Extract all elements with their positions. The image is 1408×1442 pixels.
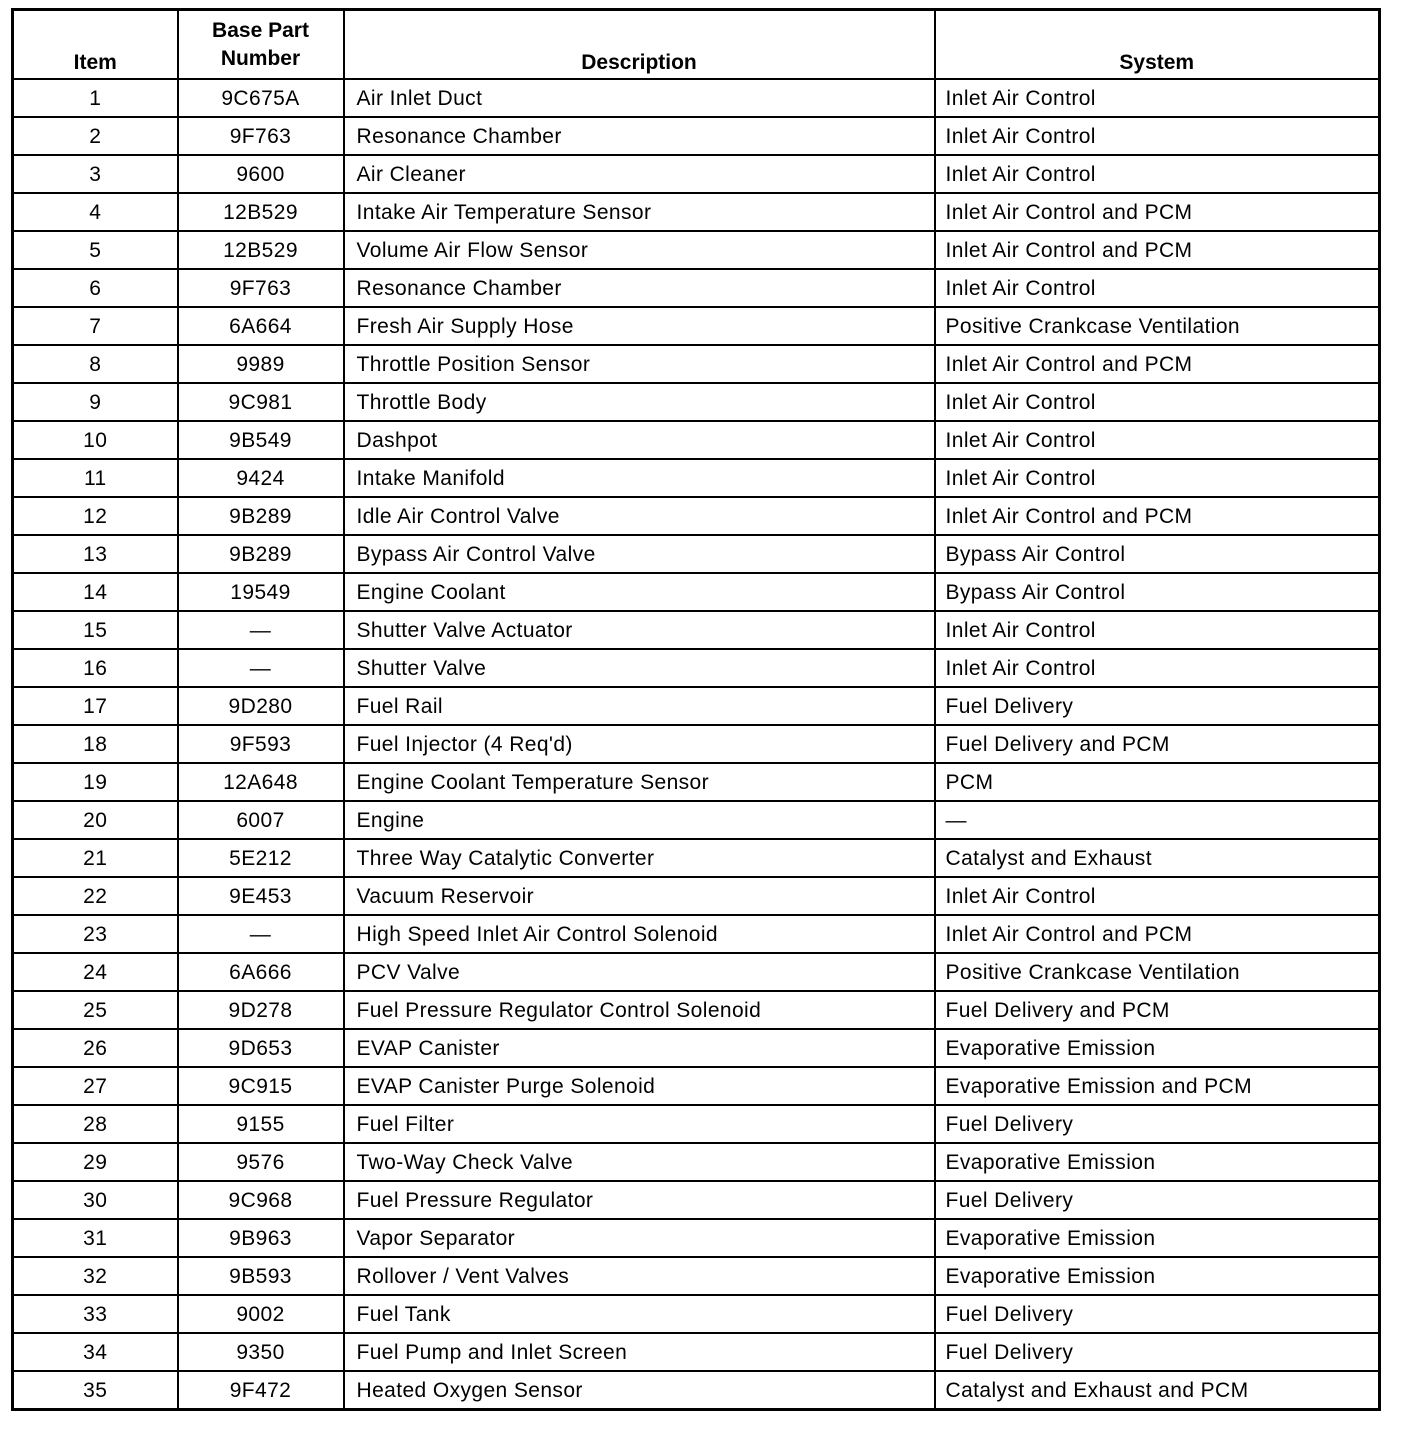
header-base-part-line1: Base Part bbox=[212, 19, 309, 42]
table-row bbox=[13, 307, 1380, 345]
description-cell: Air Cleaner bbox=[344, 155, 935, 193]
header-row bbox=[13, 10, 1380, 80]
item-cell: 3 bbox=[13, 155, 178, 193]
table-row bbox=[13, 915, 1380, 953]
table-row bbox=[13, 1371, 1380, 1410]
description-cell: Three Way Catalytic Converter bbox=[344, 839, 935, 877]
base-part-number-cell: — bbox=[178, 915, 344, 953]
description-cell: Engine Coolant Temperature Sensor bbox=[344, 763, 935, 801]
base-part-number-cell: 6A664 bbox=[178, 307, 344, 345]
table-row bbox=[13, 345, 1380, 383]
system-cell: Positive Crankcase Ventilation bbox=[935, 307, 1380, 345]
item-cell: 11 bbox=[13, 459, 178, 497]
table-row bbox=[13, 1029, 1380, 1067]
table-row bbox=[13, 1295, 1380, 1333]
system-cell: Inlet Air Control bbox=[935, 459, 1380, 497]
system-cell: Evaporative Emission bbox=[935, 1029, 1380, 1067]
item-cell: 21 bbox=[13, 839, 178, 877]
description-cell: Resonance Chamber bbox=[344, 269, 935, 307]
table-row bbox=[13, 839, 1380, 877]
system-cell: Positive Crankcase Ventilation bbox=[935, 953, 1380, 991]
item-cell: 9 bbox=[13, 383, 178, 421]
item-cell: 16 bbox=[13, 649, 178, 687]
item-cell: 10 bbox=[13, 421, 178, 459]
item-cell: 6 bbox=[13, 269, 178, 307]
base-part-number-cell: 9D653 bbox=[178, 1029, 344, 1067]
system-cell: Inlet Air Control bbox=[935, 877, 1380, 915]
system-cell: Inlet Air Control bbox=[935, 649, 1380, 687]
item-cell: 18 bbox=[13, 725, 178, 763]
table-row bbox=[13, 497, 1380, 535]
item-cell: 33 bbox=[13, 1295, 178, 1333]
system-cell: Bypass Air Control bbox=[935, 535, 1380, 573]
description-cell: Rollover / Vent Valves bbox=[344, 1257, 935, 1295]
description-cell: EVAP Canister bbox=[344, 1029, 935, 1067]
description-cell: Fuel Tank bbox=[344, 1295, 935, 1333]
system-cell: Inlet Air Control bbox=[935, 611, 1380, 649]
base-part-number-cell: 9989 bbox=[178, 345, 344, 383]
base-part-number-cell: 9F763 bbox=[178, 117, 344, 155]
description-cell: Fuel Injector (4 Req'd) bbox=[344, 725, 935, 763]
base-part-number-cell: 9F472 bbox=[178, 1371, 344, 1410]
base-part-number-cell: 9B549 bbox=[178, 421, 344, 459]
system-cell: Bypass Air Control bbox=[935, 573, 1380, 611]
base-part-number-cell: 9B289 bbox=[178, 535, 344, 573]
table-row bbox=[13, 763, 1380, 801]
description-cell: Engine Coolant bbox=[344, 573, 935, 611]
item-cell: 31 bbox=[13, 1219, 178, 1257]
base-part-number-cell: 9E453 bbox=[178, 877, 344, 915]
item-cell: 23 bbox=[13, 915, 178, 953]
description-cell: Throttle Body bbox=[344, 383, 935, 421]
item-cell: 19 bbox=[13, 763, 178, 801]
base-part-number-cell: 5E212 bbox=[178, 839, 344, 877]
item-cell: 30 bbox=[13, 1181, 178, 1219]
table-row bbox=[13, 1181, 1380, 1219]
description-cell: Two-Way Check Valve bbox=[344, 1143, 935, 1181]
table-row bbox=[13, 687, 1380, 725]
item-cell: 35 bbox=[13, 1371, 178, 1410]
base-part-number-cell: 12B529 bbox=[178, 193, 344, 231]
system-cell: Inlet Air Control bbox=[935, 269, 1380, 307]
table-row bbox=[13, 383, 1380, 421]
item-cell: 24 bbox=[13, 953, 178, 991]
system-cell: Fuel Delivery bbox=[935, 1181, 1380, 1219]
item-cell: 2 bbox=[13, 117, 178, 155]
base-part-number-cell: 12B529 bbox=[178, 231, 344, 269]
base-part-number-cell: 9B593 bbox=[178, 1257, 344, 1295]
system-cell: Fuel Delivery bbox=[935, 1105, 1380, 1143]
base-part-number-cell: 9D278 bbox=[178, 991, 344, 1029]
item-cell: 12 bbox=[13, 497, 178, 535]
base-part-number-cell: 9F593 bbox=[178, 725, 344, 763]
system-cell: Evaporative Emission bbox=[935, 1257, 1380, 1295]
item-cell: 8 bbox=[13, 345, 178, 383]
description-cell: Bypass Air Control Valve bbox=[344, 535, 935, 573]
table-row bbox=[13, 649, 1380, 687]
item-cell: 15 bbox=[13, 611, 178, 649]
item-cell: 17 bbox=[13, 687, 178, 725]
item-cell: 4 bbox=[13, 193, 178, 231]
table-row bbox=[13, 1143, 1380, 1181]
description-cell: Fuel Pump and Inlet Screen bbox=[344, 1333, 935, 1371]
table-row bbox=[13, 269, 1380, 307]
description-cell: EVAP Canister Purge Solenoid bbox=[344, 1067, 935, 1105]
header-description: Description bbox=[344, 10, 935, 80]
table-row bbox=[13, 459, 1380, 497]
table-row bbox=[13, 117, 1380, 155]
description-cell: Dashpot bbox=[344, 421, 935, 459]
base-part-number-cell: 9155 bbox=[178, 1105, 344, 1143]
table-row bbox=[13, 953, 1380, 991]
item-cell: 1 bbox=[13, 79, 178, 117]
description-cell: Resonance Chamber bbox=[344, 117, 935, 155]
description-cell: Volume Air Flow Sensor bbox=[344, 231, 935, 269]
parts-table bbox=[11, 8, 1381, 1411]
description-cell: Intake Air Temperature Sensor bbox=[344, 193, 935, 231]
description-cell: Vapor Separator bbox=[344, 1219, 935, 1257]
description-cell: PCV Valve bbox=[344, 953, 935, 991]
description-cell: Heated Oxygen Sensor bbox=[344, 1371, 935, 1410]
system-cell: Fuel Delivery bbox=[935, 687, 1380, 725]
base-part-number-cell: 9C675A bbox=[178, 79, 344, 117]
table-row bbox=[13, 79, 1380, 117]
base-part-number-cell: 9600 bbox=[178, 155, 344, 193]
table-row bbox=[13, 877, 1380, 915]
description-cell: Idle Air Control Valve bbox=[344, 497, 935, 535]
header-system: System bbox=[935, 10, 1380, 80]
base-part-number-cell: 6007 bbox=[178, 801, 344, 839]
system-cell: Evaporative Emission bbox=[935, 1143, 1380, 1181]
system-cell: Fuel Delivery bbox=[935, 1333, 1380, 1371]
system-cell: Evaporative Emission and PCM bbox=[935, 1067, 1380, 1105]
item-cell: 32 bbox=[13, 1257, 178, 1295]
header-base-part-line2: Number bbox=[220, 47, 301, 70]
system-cell: PCM bbox=[935, 763, 1380, 801]
description-cell: Throttle Position Sensor bbox=[344, 345, 935, 383]
system-cell: Inlet Air Control bbox=[935, 421, 1380, 459]
table-row bbox=[13, 611, 1380, 649]
table-body bbox=[13, 79, 1380, 1410]
description-cell: Shutter Valve Actuator bbox=[344, 611, 935, 649]
header-item: Item bbox=[13, 10, 178, 80]
system-cell: Inlet Air Control bbox=[935, 79, 1380, 117]
system-cell: Evaporative Emission bbox=[935, 1219, 1380, 1257]
base-part-number-cell: 9F763 bbox=[178, 269, 344, 307]
table-row bbox=[13, 1257, 1380, 1295]
item-cell: 20 bbox=[13, 801, 178, 839]
item-cell: 26 bbox=[13, 1029, 178, 1067]
system-cell: — bbox=[935, 801, 1380, 839]
base-part-number-cell: 6A666 bbox=[178, 953, 344, 991]
table-row bbox=[13, 725, 1380, 763]
base-part-number-cell: 12A648 bbox=[178, 763, 344, 801]
base-part-number-cell: 9C968 bbox=[178, 1181, 344, 1219]
base-part-number-cell: 19549 bbox=[178, 573, 344, 611]
system-cell: Inlet Air Control bbox=[935, 117, 1380, 155]
table-row bbox=[13, 231, 1380, 269]
base-part-number-cell: 9350 bbox=[178, 1333, 344, 1371]
table-row bbox=[13, 991, 1380, 1029]
base-part-number-cell: 9B963 bbox=[178, 1219, 344, 1257]
item-cell: 5 bbox=[13, 231, 178, 269]
item-cell: 22 bbox=[13, 877, 178, 915]
base-part-number-cell: 9C981 bbox=[178, 383, 344, 421]
base-part-number-cell: 9B289 bbox=[178, 497, 344, 535]
item-cell: 29 bbox=[13, 1143, 178, 1181]
base-part-number-cell: 9424 bbox=[178, 459, 344, 497]
table-row bbox=[13, 535, 1380, 573]
system-cell: Inlet Air Control and PCM bbox=[935, 497, 1380, 535]
description-cell: Shutter Valve bbox=[344, 649, 935, 687]
description-cell: Fuel Rail bbox=[344, 687, 935, 725]
base-part-number-cell: — bbox=[178, 611, 344, 649]
system-cell: Inlet Air Control and PCM bbox=[935, 915, 1380, 953]
header-base-part-number bbox=[178, 10, 344, 80]
description-cell: Air Inlet Duct bbox=[344, 79, 935, 117]
item-cell: 34 bbox=[13, 1333, 178, 1371]
system-cell: Inlet Air Control and PCM bbox=[935, 231, 1380, 269]
system-cell: Inlet Air Control and PCM bbox=[935, 345, 1380, 383]
system-cell: Inlet Air Control bbox=[935, 155, 1380, 193]
base-part-number-cell: 9D280 bbox=[178, 687, 344, 725]
table-row bbox=[13, 1219, 1380, 1257]
system-cell: Catalyst and Exhaust bbox=[935, 839, 1380, 877]
description-cell: Engine bbox=[344, 801, 935, 839]
description-cell: Vacuum Reservoir bbox=[344, 877, 935, 915]
system-cell: Inlet Air Control and PCM bbox=[935, 193, 1380, 231]
table-row bbox=[13, 573, 1380, 611]
system-cell: Inlet Air Control bbox=[935, 383, 1380, 421]
description-cell: High Speed Inlet Air Control Solenoid bbox=[344, 915, 935, 953]
description-cell: Intake Manifold bbox=[344, 459, 935, 497]
description-cell: Fresh Air Supply Hose bbox=[344, 307, 935, 345]
base-part-number-cell: 9576 bbox=[178, 1143, 344, 1181]
item-cell: 13 bbox=[13, 535, 178, 573]
system-cell: Fuel Delivery and PCM bbox=[935, 991, 1380, 1029]
item-cell: 7 bbox=[13, 307, 178, 345]
table-row bbox=[13, 193, 1380, 231]
table-row bbox=[13, 421, 1380, 459]
table-header bbox=[13, 10, 1380, 80]
base-part-number-cell: 9002 bbox=[178, 1295, 344, 1333]
description-cell: Fuel Filter bbox=[344, 1105, 935, 1143]
system-cell: Fuel Delivery bbox=[935, 1295, 1380, 1333]
table-row bbox=[13, 1105, 1380, 1143]
base-part-number-cell: — bbox=[178, 649, 344, 687]
item-cell: 27 bbox=[13, 1067, 178, 1105]
item-cell: 25 bbox=[13, 991, 178, 1029]
table-row bbox=[13, 801, 1380, 839]
table-row bbox=[13, 1333, 1380, 1371]
system-cell: Catalyst and Exhaust and PCM bbox=[935, 1371, 1380, 1410]
description-cell: Fuel Pressure Regulator Control Solenoid bbox=[344, 991, 935, 1029]
item-cell: 28 bbox=[13, 1105, 178, 1143]
item-cell: 14 bbox=[13, 573, 178, 611]
system-cell: Fuel Delivery and PCM bbox=[935, 725, 1380, 763]
base-part-number-cell: 9C915 bbox=[178, 1067, 344, 1105]
table-row bbox=[13, 1067, 1380, 1105]
table-row bbox=[13, 155, 1380, 193]
description-cell: Fuel Pressure Regulator bbox=[344, 1181, 935, 1219]
